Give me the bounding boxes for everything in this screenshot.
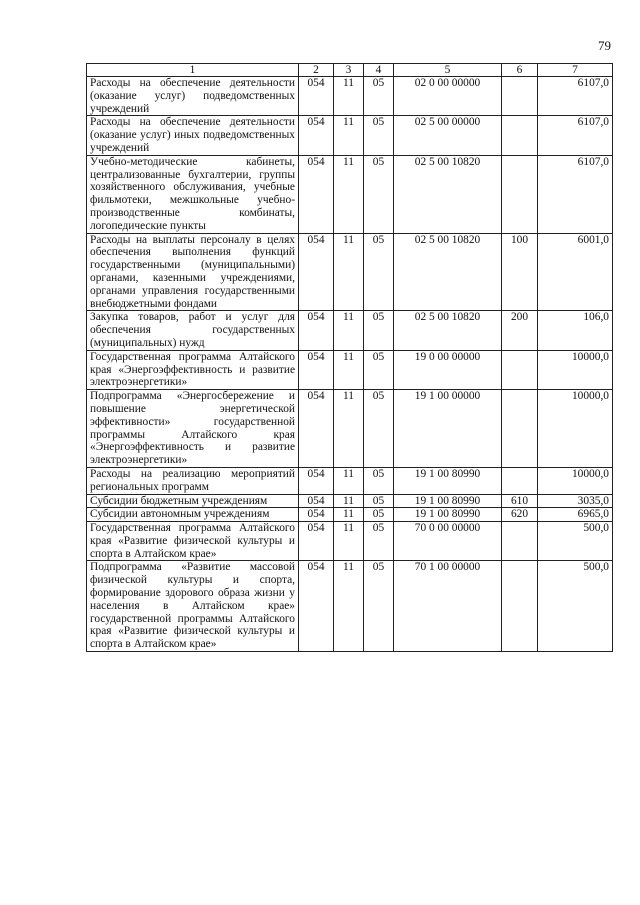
row-target-article: 02 5 00 10820 bbox=[394, 311, 502, 350]
row-target-article: 02 0 00 00000 bbox=[394, 77, 502, 116]
row-expense-type bbox=[502, 522, 538, 561]
row-expense-type bbox=[502, 155, 538, 233]
row-subsection: 05 bbox=[364, 155, 394, 233]
row-expense-type bbox=[502, 116, 538, 155]
row-ministry-code: 054 bbox=[299, 311, 334, 350]
header-col-7: 7 bbox=[538, 64, 613, 77]
header-col-5: 5 bbox=[394, 64, 502, 77]
row-amount: 6965,0 bbox=[538, 508, 613, 522]
row-description: Подпрограмма «Энергосбережение и повышение энергетической эффективности» государственной программы Алтайского края «Энергоэффективность и развитие электроэнергетики» bbox=[87, 390, 299, 468]
row-ministry-code: 054 bbox=[299, 561, 334, 652]
row-ministry-code: 054 bbox=[299, 522, 334, 561]
row-section: 11 bbox=[334, 155, 364, 233]
row-amount: 10000,0 bbox=[538, 350, 613, 389]
header-col-4: 4 bbox=[364, 64, 394, 77]
row-target-article: 02 5 00 00000 bbox=[394, 116, 502, 155]
row-expense-type bbox=[502, 467, 538, 494]
row-section: 11 bbox=[334, 522, 364, 561]
row-section: 11 bbox=[334, 233, 364, 311]
table-body bbox=[87, 77, 613, 652]
row-description: Субсидии автономным учреждениям bbox=[87, 508, 299, 522]
row-section: 11 bbox=[334, 311, 364, 350]
row-target-article: 70 0 00 00000 bbox=[394, 522, 502, 561]
table-row bbox=[87, 390, 613, 468]
row-ministry-code: 054 bbox=[299, 116, 334, 155]
row-target-article: 02 5 00 10820 bbox=[394, 155, 502, 233]
row-subsection: 05 bbox=[364, 311, 394, 350]
row-ministry-code: 054 bbox=[299, 233, 334, 311]
row-description: Подпрограмма «Развитие массовой физической культуры и спорта, формирование здорового образа жизни у населения в Алтайском крае» государственной программы Алтайского края «Развитие физической культуры и спорта в Алтайском крае» bbox=[87, 561, 299, 652]
row-amount: 106,0 bbox=[538, 311, 613, 350]
row-target-article: 19 0 00 00000 bbox=[394, 350, 502, 389]
table-row bbox=[87, 233, 613, 311]
row-section: 11 bbox=[334, 77, 364, 116]
row-target-article: 19 1 00 80990 bbox=[394, 494, 502, 508]
row-expense-type bbox=[502, 561, 538, 652]
row-amount: 3035,0 bbox=[538, 494, 613, 508]
row-amount: 6107,0 bbox=[538, 116, 613, 155]
row-description: Субсидии бюджетным учреждениям bbox=[87, 494, 299, 508]
row-section: 11 bbox=[334, 116, 364, 155]
table-row bbox=[87, 508, 613, 522]
row-section: 11 bbox=[334, 350, 364, 389]
row-expense-type: 200 bbox=[502, 311, 538, 350]
table-row bbox=[87, 77, 613, 116]
row-section: 11 bbox=[334, 561, 364, 652]
row-subsection: 05 bbox=[364, 77, 394, 116]
table-row bbox=[87, 522, 613, 561]
row-expense-type: 100 bbox=[502, 233, 538, 311]
row-expense-type: 620 bbox=[502, 508, 538, 522]
table-row bbox=[87, 561, 613, 652]
row-subsection: 05 bbox=[364, 116, 394, 155]
row-ministry-code: 054 bbox=[299, 77, 334, 116]
row-amount: 6001,0 bbox=[538, 233, 613, 311]
row-target-article: 19 1 00 80990 bbox=[394, 508, 502, 522]
row-expense-type: 610 bbox=[502, 494, 538, 508]
row-subsection: 05 bbox=[364, 390, 394, 468]
row-section: 11 bbox=[334, 494, 364, 508]
row-description: Расходы на реализацию мероприятий региональных программ bbox=[87, 467, 299, 494]
row-amount: 6107,0 bbox=[538, 155, 613, 233]
table-row bbox=[87, 467, 613, 494]
table-row bbox=[87, 116, 613, 155]
row-expense-type bbox=[502, 350, 538, 389]
row-description: Учебно-методические кабинеты, централизованные бухгалтерии, группы хозяйственного обслуживания, учебные фильмотеки, межшкольные учебно-производственные комбинаты, логопедические пункты bbox=[87, 155, 299, 233]
table-row bbox=[87, 155, 613, 233]
row-expense-type bbox=[502, 390, 538, 468]
row-section: 11 bbox=[334, 508, 364, 522]
row-target-article: 02 5 00 10820 bbox=[394, 233, 502, 311]
table-row bbox=[87, 494, 613, 508]
row-description: Государственная программа Алтайского края «Развитие физической культуры и спорта в Алтайском крае» bbox=[87, 522, 299, 561]
row-description: Расходы на обеспечение деятельности (оказание услуг) иных подведомственных учреждений bbox=[87, 116, 299, 155]
row-ministry-code: 054 bbox=[299, 390, 334, 468]
row-subsection: 05 bbox=[364, 508, 394, 522]
row-subsection: 05 bbox=[364, 467, 394, 494]
row-amount: 10000,0 bbox=[538, 390, 613, 468]
row-target-article: 19 1 00 80990 bbox=[394, 467, 502, 494]
row-section: 11 bbox=[334, 390, 364, 468]
budget-table bbox=[86, 63, 613, 652]
row-ministry-code: 054 bbox=[299, 508, 334, 522]
page-number: 79 bbox=[598, 38, 611, 53]
row-amount: 500,0 bbox=[538, 561, 613, 652]
row-amount: 500,0 bbox=[538, 522, 613, 561]
row-amount: 6107,0 bbox=[538, 77, 613, 116]
row-description: Закупка товаров, работ и услуг для обеспечения государственных (муниципальных) нужд bbox=[87, 311, 299, 350]
row-description: Расходы на обеспечение деятельности (оказание услуг) подведомственных учреждений bbox=[87, 77, 299, 116]
row-amount: 10000,0 bbox=[538, 467, 613, 494]
header-col-2: 2 bbox=[299, 64, 334, 77]
table-row bbox=[87, 350, 613, 389]
row-description: Расходы на выплаты персоналу в целях обеспечения выполнения функций государственными (муниципальными) органами, казенными учреждениями, органами управления государственными внебюджетными фондами bbox=[87, 233, 299, 311]
row-section: 11 bbox=[334, 467, 364, 494]
header-col-1: 1 bbox=[87, 64, 299, 77]
row-subsection: 05 bbox=[364, 561, 394, 652]
row-ministry-code: 054 bbox=[299, 467, 334, 494]
header-col-3: 3 bbox=[334, 64, 364, 77]
header-row bbox=[87, 64, 613, 77]
row-ministry-code: 054 bbox=[299, 350, 334, 389]
row-description: Государственная программа Алтайского края «Энергоэффективность и развитие электроэнергетики» bbox=[87, 350, 299, 389]
row-subsection: 05 bbox=[364, 494, 394, 508]
table-header bbox=[87, 64, 613, 77]
row-target-article: 19 1 00 00000 bbox=[394, 390, 502, 468]
header-col-6: 6 bbox=[502, 64, 538, 77]
row-subsection: 05 bbox=[364, 522, 394, 561]
row-ministry-code: 054 bbox=[299, 494, 334, 508]
row-subsection: 05 bbox=[364, 233, 394, 311]
row-subsection: 05 bbox=[364, 350, 394, 389]
row-expense-type bbox=[502, 77, 538, 116]
table-row bbox=[87, 311, 613, 350]
row-target-article: 70 1 00 00000 bbox=[394, 561, 502, 652]
row-ministry-code: 054 bbox=[299, 155, 334, 233]
